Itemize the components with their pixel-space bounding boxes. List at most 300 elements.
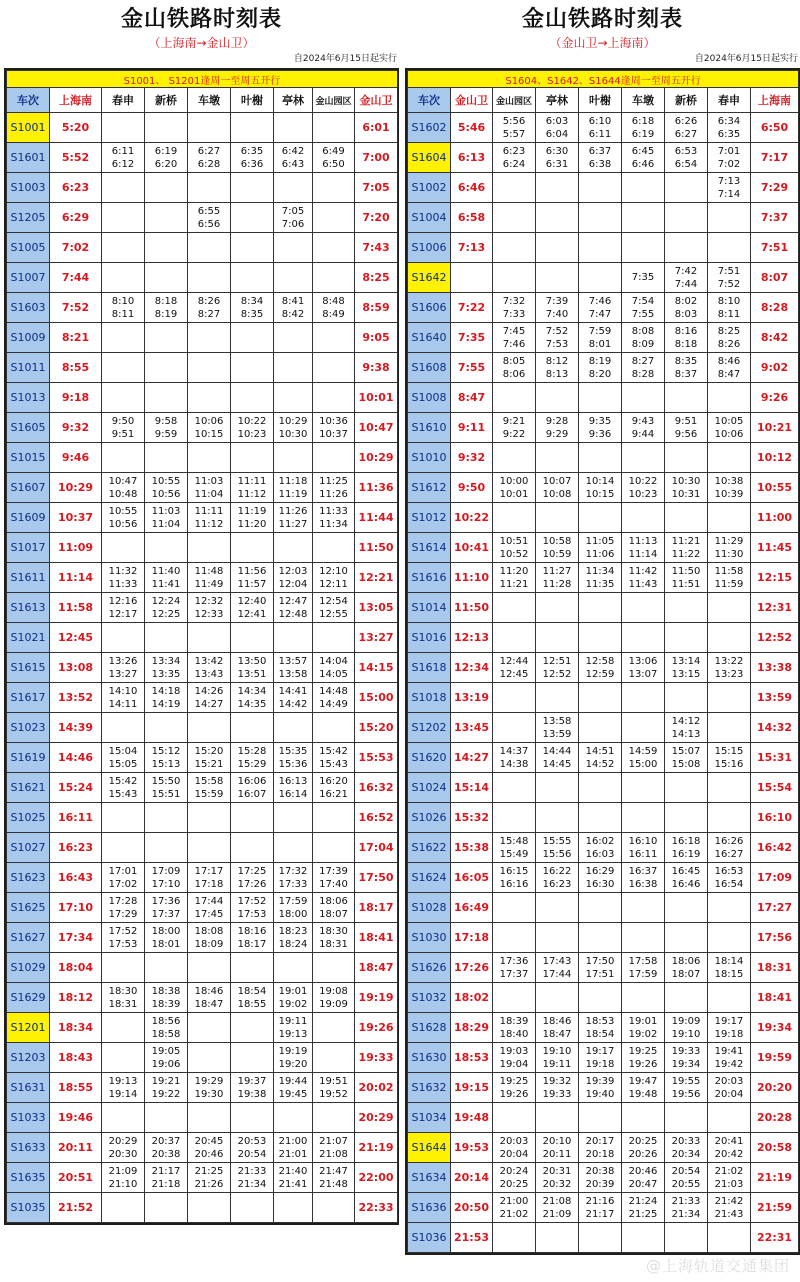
stop-time <box>313 623 355 653</box>
stop-time: 6:26 6:27 <box>665 113 708 143</box>
stop-time <box>274 533 313 563</box>
stop-time: 12:40 12:41 <box>231 593 274 623</box>
stop-time <box>536 1103 579 1133</box>
origin-time: 18:04 <box>50 953 102 983</box>
stop-time: 15:28 15:29 <box>231 743 274 773</box>
train-number: S1033 <box>7 1103 50 1133</box>
destination-time: 9:05 <box>355 323 398 353</box>
stop-time: 19:51 19:52 <box>313 1073 355 1103</box>
origin-time: 6:46 <box>451 173 493 203</box>
destination-time: 15:54 <box>751 773 799 803</box>
stop-time <box>665 203 708 233</box>
stop-time <box>231 113 274 143</box>
destination-time: 22:33 <box>355 1193 398 1223</box>
stop-time: 16:15 16:16 <box>493 863 536 893</box>
stop-time: 21:08 21:09 <box>536 1193 579 1223</box>
stop-time: 21:42 21:43 <box>708 1193 751 1223</box>
stop-time <box>579 233 622 263</box>
train-number: S1627 <box>7 923 50 953</box>
origin-time: 19:48 <box>451 1103 493 1133</box>
stop-time <box>102 1013 145 1043</box>
origin-time: 17:10 <box>50 893 102 923</box>
table-row <box>7 473 398 503</box>
table-row <box>408 293 799 323</box>
stop-time <box>102 1103 145 1133</box>
train-number: S1617 <box>7 683 50 713</box>
table-row <box>7 1163 398 1193</box>
train-number: S1644 <box>408 1133 451 1163</box>
train-number: S1034 <box>408 1103 451 1133</box>
stop-time <box>622 983 665 1013</box>
destination-time: 19:26 <box>355 1013 398 1043</box>
stop-time: 6:34 6:35 <box>708 113 751 143</box>
table-row <box>7 1193 398 1223</box>
origin-time: 6:58 <box>451 203 493 233</box>
stop-time <box>274 1193 313 1223</box>
stop-time: 7:05 7:06 <box>274 203 313 233</box>
stop-time: 18:46 18:47 <box>536 1013 579 1043</box>
train-number: S1021 <box>7 623 50 653</box>
stop-time: 14:41 14:42 <box>274 683 313 713</box>
stop-time: 12:10 12:11 <box>313 563 355 593</box>
train-number: S1016 <box>408 623 451 653</box>
train-number: S1605 <box>7 413 50 443</box>
table-row <box>7 203 398 233</box>
table-row <box>7 893 398 923</box>
stop-time: 14:37 14:38 <box>493 743 536 773</box>
stop-time <box>708 233 751 263</box>
stop-time: 18:16 18:17 <box>231 923 274 953</box>
stop-time: 10:58 10:59 <box>536 533 579 563</box>
stop-time: 10:30 10:31 <box>665 473 708 503</box>
table-row <box>7 383 398 413</box>
origin-time: 10:37 <box>50 503 102 533</box>
train-number: S1620 <box>408 743 451 773</box>
table-row <box>408 593 799 623</box>
stop-time <box>188 533 231 563</box>
stop-time: 12:32 12:33 <box>188 593 231 623</box>
train-number: S1001 <box>7 113 50 143</box>
origin-time: 9:11 <box>451 413 493 443</box>
stop-time <box>313 263 355 293</box>
table-row <box>7 923 398 953</box>
stop-time: 6:30 6:31 <box>536 143 579 173</box>
origin-time: 10:22 <box>451 503 493 533</box>
stop-time: 7:46 7:47 <box>579 293 622 323</box>
stop-time: 7:01 7:02 <box>708 143 751 173</box>
train-number: S1608 <box>408 353 451 383</box>
origin-time: 18:12 <box>50 983 102 1013</box>
stop-time <box>665 383 708 413</box>
stop-time: 14:26 14:27 <box>188 683 231 713</box>
stop-time: 16:22 16:23 <box>536 863 579 893</box>
train-number: S1629 <box>7 983 50 1013</box>
destination-time: 13:05 <box>355 593 398 623</box>
destination-time: 11:45 <box>751 533 799 563</box>
destination-time: 8:25 <box>355 263 398 293</box>
stop-time <box>145 173 188 203</box>
destination-time: 16:32 <box>355 773 398 803</box>
destination-time: 20:20 <box>751 1073 799 1103</box>
stop-time: 6:45 6:46 <box>622 143 665 173</box>
origin-time: 7:02 <box>50 233 102 263</box>
stop-time <box>231 1043 274 1073</box>
stop-time: 20:45 20:46 <box>188 1133 231 1163</box>
destination-time: 12:21 <box>355 563 398 593</box>
table-row <box>7 233 398 263</box>
origin-time: 9:50 <box>451 473 493 503</box>
stop-time: 9:51 9:56 <box>665 413 708 443</box>
origin-time: 6:23 <box>50 173 102 203</box>
stop-time <box>188 803 231 833</box>
stop-time: 10:36 10:37 <box>313 413 355 443</box>
stop-time: 20:46 20:47 <box>622 1163 665 1193</box>
destination-time: 10:01 <box>355 383 398 413</box>
stop-time: 19:37 19:38 <box>231 1073 274 1103</box>
table-row <box>7 563 398 593</box>
stop-time: 20:25 20:26 <box>622 1133 665 1163</box>
stop-time: 15:15 15:16 <box>708 743 751 773</box>
stop-time <box>579 713 622 743</box>
stop-time: 14:10 14:11 <box>102 683 145 713</box>
stop-time: 18:54 18:55 <box>231 983 274 1013</box>
stop-time <box>102 623 145 653</box>
stop-time <box>231 713 274 743</box>
stop-time: 8:10 8:11 <box>102 293 145 323</box>
table-row <box>408 863 799 893</box>
destination-time: 7:17 <box>751 143 799 173</box>
destination-time: 17:27 <box>751 893 799 923</box>
origin-time: 6:29 <box>50 203 102 233</box>
origin-time: 8:55 <box>50 353 102 383</box>
origin-time: 9:46 <box>50 443 102 473</box>
train-number: S1614 <box>408 533 451 563</box>
stop-time: 18:30 18:31 <box>313 923 355 953</box>
stop-time <box>231 833 274 863</box>
train-number: S1613 <box>7 593 50 623</box>
table-row <box>408 1043 799 1073</box>
train-number: S1027 <box>7 833 50 863</box>
stop-time <box>708 623 751 653</box>
origin-time: 12:34 <box>451 653 493 683</box>
stop-time: 15:55 15:56 <box>536 833 579 863</box>
stop-time <box>493 203 536 233</box>
stop-time: 7:45 7:46 <box>493 323 536 353</box>
stop-time: 16:13 16:14 <box>274 773 313 803</box>
table-row <box>408 653 799 683</box>
origin-time: 7:55 <box>451 353 493 383</box>
stop-time: 19:13 19:14 <box>102 1073 145 1103</box>
stop-time: 11:34 11:35 <box>579 563 622 593</box>
stop-time: 19:03 19:04 <box>493 1043 536 1073</box>
origin-time: 11:09 <box>50 533 102 563</box>
origin-time: 15:38 <box>451 833 493 863</box>
stop-time: 11:19 11:20 <box>231 503 274 533</box>
destination-time: 20:28 <box>751 1103 799 1133</box>
stop-time <box>145 953 188 983</box>
stop-time <box>231 353 274 383</box>
stop-time <box>622 503 665 533</box>
stop-time: 18:56 18:58 <box>145 1013 188 1043</box>
stop-time: 19:17 19:18 <box>579 1043 622 1073</box>
left-header-2: 春申 <box>102 88 145 113</box>
stop-time: 10:55 10:56 <box>102 503 145 533</box>
stop-time: 21:47 21:48 <box>313 1163 355 1193</box>
origin-time: 19:46 <box>50 1103 102 1133</box>
table-row <box>408 143 799 173</box>
origin-time: 18:34 <box>50 1013 102 1043</box>
destination-time: 18:31 <box>751 953 799 983</box>
table-row <box>7 533 398 563</box>
left-title: 金山铁路时刻表 <box>120 6 282 32</box>
stop-time: 17:59 18:00 <box>274 893 313 923</box>
destination-time: 20:58 <box>751 1133 799 1163</box>
left-banner: S1001、 S1201逢周一至周五开行 <box>7 71 398 88</box>
stop-time: 19:08 19:09 <box>313 983 355 1013</box>
train-number: S1005 <box>7 233 50 263</box>
stop-time: 6:03 6:04 <box>536 113 579 143</box>
origin-time: 10:29 <box>50 473 102 503</box>
train-number: S1028 <box>408 893 451 923</box>
origin-time: 20:14 <box>451 1163 493 1193</box>
stop-time <box>102 803 145 833</box>
stop-time <box>274 953 313 983</box>
destination-time: 19:33 <box>355 1043 398 1073</box>
stop-time <box>231 803 274 833</box>
origin-time: 6:13 <box>451 143 493 173</box>
stop-time: 20:33 20:34 <box>665 1133 708 1163</box>
stop-time <box>102 233 145 263</box>
train-number: S1017 <box>7 533 50 563</box>
left-header-3: 新桥 <box>145 88 188 113</box>
stop-time <box>313 173 355 203</box>
origin-time: 11:10 <box>451 563 493 593</box>
train-number: S1607 <box>7 473 50 503</box>
table-row <box>7 173 398 203</box>
stop-time <box>145 233 188 263</box>
destination-time: 7:05 <box>355 173 398 203</box>
destination-time: 7:51 <box>751 233 799 263</box>
stop-time <box>274 803 313 833</box>
stop-time: 16:02 16:03 <box>579 833 622 863</box>
train-number: S1616 <box>408 563 451 593</box>
stop-time: 14:48 14:49 <box>313 683 355 713</box>
train-number: S1612 <box>408 473 451 503</box>
stop-time: 11:42 11:43 <box>622 563 665 593</box>
table-row <box>7 683 398 713</box>
destination-time: 17:09 <box>751 863 799 893</box>
stop-time <box>493 983 536 1013</box>
table-row <box>408 1103 799 1133</box>
stop-time <box>231 953 274 983</box>
train-number: S1615 <box>7 653 50 683</box>
table-row <box>408 563 799 593</box>
destination-time: 16:42 <box>751 833 799 863</box>
origin-time: 12:13 <box>451 623 493 653</box>
stop-time: 17:50 17:51 <box>579 953 622 983</box>
stop-time: 19:09 19:10 <box>665 1013 708 1043</box>
stop-time <box>665 773 708 803</box>
stop-time: 13:34 13:35 <box>145 653 188 683</box>
stop-time: 21:07 21:08 <box>313 1133 355 1163</box>
table-row <box>7 263 398 293</box>
stop-time <box>102 203 145 233</box>
train-number: S1621 <box>7 773 50 803</box>
stop-time: 19:21 19:22 <box>145 1073 188 1103</box>
timetable-left-panel <box>4 0 399 1225</box>
destination-time: 10:12 <box>751 443 799 473</box>
stop-time: 19:11 19:13 <box>274 1013 313 1043</box>
destination-time: 15:31 <box>751 743 799 773</box>
stop-time: 9:28 9:29 <box>536 413 579 443</box>
stop-time <box>708 983 751 1013</box>
stop-time <box>188 623 231 653</box>
left-header-5: 叶榭 <box>231 88 274 113</box>
stop-time: 10:05 10:06 <box>708 413 751 443</box>
stop-time: 16:29 16:30 <box>579 863 622 893</box>
table-row <box>408 1073 799 1103</box>
stop-time: 16:45 16:46 <box>665 863 708 893</box>
stop-time <box>708 593 751 623</box>
origin-time: 18:43 <box>50 1043 102 1073</box>
origin-time: 16:23 <box>50 833 102 863</box>
table-row <box>7 653 398 683</box>
origin-time: 7:52 <box>50 293 102 323</box>
stop-time <box>313 1043 355 1073</box>
origin-time: 17:18 <box>451 923 493 953</box>
stop-time: 17:36 17:37 <box>145 893 188 923</box>
origin-time: 13:45 <box>451 713 493 743</box>
stop-time <box>313 953 355 983</box>
stop-time <box>536 683 579 713</box>
stop-time: 21:25 21:26 <box>188 1163 231 1193</box>
origin-time: 18:53 <box>451 1043 493 1073</box>
stop-time: 19:25 19:26 <box>493 1073 536 1103</box>
stop-time <box>313 203 355 233</box>
stop-time: 11:29 11:30 <box>708 533 751 563</box>
table-row <box>408 623 799 653</box>
train-number: S1013 <box>7 383 50 413</box>
stop-time: 18:53 18:54 <box>579 1013 622 1043</box>
origin-time: 14:46 <box>50 743 102 773</box>
stop-time <box>231 173 274 203</box>
stop-time <box>188 383 231 413</box>
stop-time: 7:52 7:53 <box>536 323 579 353</box>
stop-time: 12:03 12:04 <box>274 563 313 593</box>
origin-time: 10:41 <box>451 533 493 563</box>
stop-time <box>665 683 708 713</box>
stop-time <box>145 623 188 653</box>
stop-time: 19:19 19:20 <box>274 1043 313 1073</box>
train-number: S1630 <box>408 1043 451 1073</box>
stop-time: 19:05 19:06 <box>145 1043 188 1073</box>
stop-time: 10:38 10:39 <box>708 473 751 503</box>
stop-time <box>665 623 708 653</box>
left-header-1: 上海南 <box>50 88 102 113</box>
stop-time <box>622 383 665 413</box>
stop-time <box>313 803 355 833</box>
table-row <box>408 233 799 263</box>
destination-time: 7:29 <box>751 173 799 203</box>
origin-time: 9:32 <box>451 443 493 473</box>
table-row <box>7 1103 398 1133</box>
stop-time <box>579 203 622 233</box>
stop-time: 21:40 21:41 <box>274 1163 313 1193</box>
stop-time <box>665 803 708 833</box>
stop-time: 16:53 16:54 <box>708 863 751 893</box>
stop-time <box>188 1043 231 1073</box>
stop-time: 19:32 19:33 <box>536 1073 579 1103</box>
stop-time <box>708 683 751 713</box>
origin-time: 20:50 <box>451 1193 493 1223</box>
train-number: S1625 <box>7 893 50 923</box>
stop-time <box>665 443 708 473</box>
origin-time <box>451 263 493 293</box>
stop-time: 9:50 9:51 <box>102 413 145 443</box>
stop-time <box>102 263 145 293</box>
stop-time: 20:03 20:04 <box>493 1133 536 1163</box>
table-row <box>408 533 799 563</box>
stop-time <box>536 983 579 1013</box>
train-number: S1202 <box>408 713 451 743</box>
right-effective-date: 自2024年6月15日起实行 <box>694 54 798 64</box>
train-number: S1006 <box>408 233 451 263</box>
stop-time <box>231 443 274 473</box>
destination-time: 15:20 <box>355 713 398 743</box>
stop-time: 14:51 14:52 <box>579 743 622 773</box>
stop-time: 11:56 11:57 <box>231 563 274 593</box>
table-row <box>7 773 398 803</box>
stop-time <box>536 173 579 203</box>
stop-time: 18:23 18:24 <box>274 923 313 953</box>
destination-time: 16:52 <box>355 803 398 833</box>
stop-time: 19:29 19:30 <box>188 1073 231 1103</box>
train-number: S1203 <box>7 1043 50 1073</box>
stop-time: 6:23 6:24 <box>493 143 536 173</box>
origin-time: 14:27 <box>451 743 493 773</box>
stop-time: 8:19 8:20 <box>579 353 622 383</box>
destination-time: 16:10 <box>751 803 799 833</box>
stop-time: 15:35 15:36 <box>274 743 313 773</box>
stop-time <box>188 713 231 743</box>
stop-time: 18:06 18:07 <box>665 953 708 983</box>
stop-time <box>622 203 665 233</box>
origin-time: 17:34 <box>50 923 102 953</box>
origin-time: 16:05 <box>451 863 493 893</box>
stop-time: 19:01 19:02 <box>274 983 313 1013</box>
train-number: S1642 <box>408 263 451 293</box>
right-header-5: 车墩 <box>622 88 665 113</box>
stop-time: 11:21 11:22 <box>665 533 708 563</box>
stop-time: 11:27 11:28 <box>536 563 579 593</box>
table-row <box>408 263 799 293</box>
train-number: S1030 <box>408 923 451 953</box>
train-number: S1611 <box>7 563 50 593</box>
stop-time <box>536 1223 579 1253</box>
stop-time: 8:18 8:19 <box>145 293 188 323</box>
train-number: S1015 <box>7 443 50 473</box>
stop-time: 12:51 12:52 <box>536 653 579 683</box>
train-number: S1640 <box>408 323 451 353</box>
stop-time <box>313 233 355 263</box>
left-header-6: 亭林 <box>274 88 313 113</box>
train-number: S1009 <box>7 323 50 353</box>
left-subtitle: （上海南→金山卫） <box>148 36 255 50</box>
stop-time: 9:43 9:44 <box>622 413 665 443</box>
stop-time: 17:36 17:37 <box>493 953 536 983</box>
stop-time: 8:35 8:37 <box>665 353 708 383</box>
origin-time: 15:32 <box>451 803 493 833</box>
